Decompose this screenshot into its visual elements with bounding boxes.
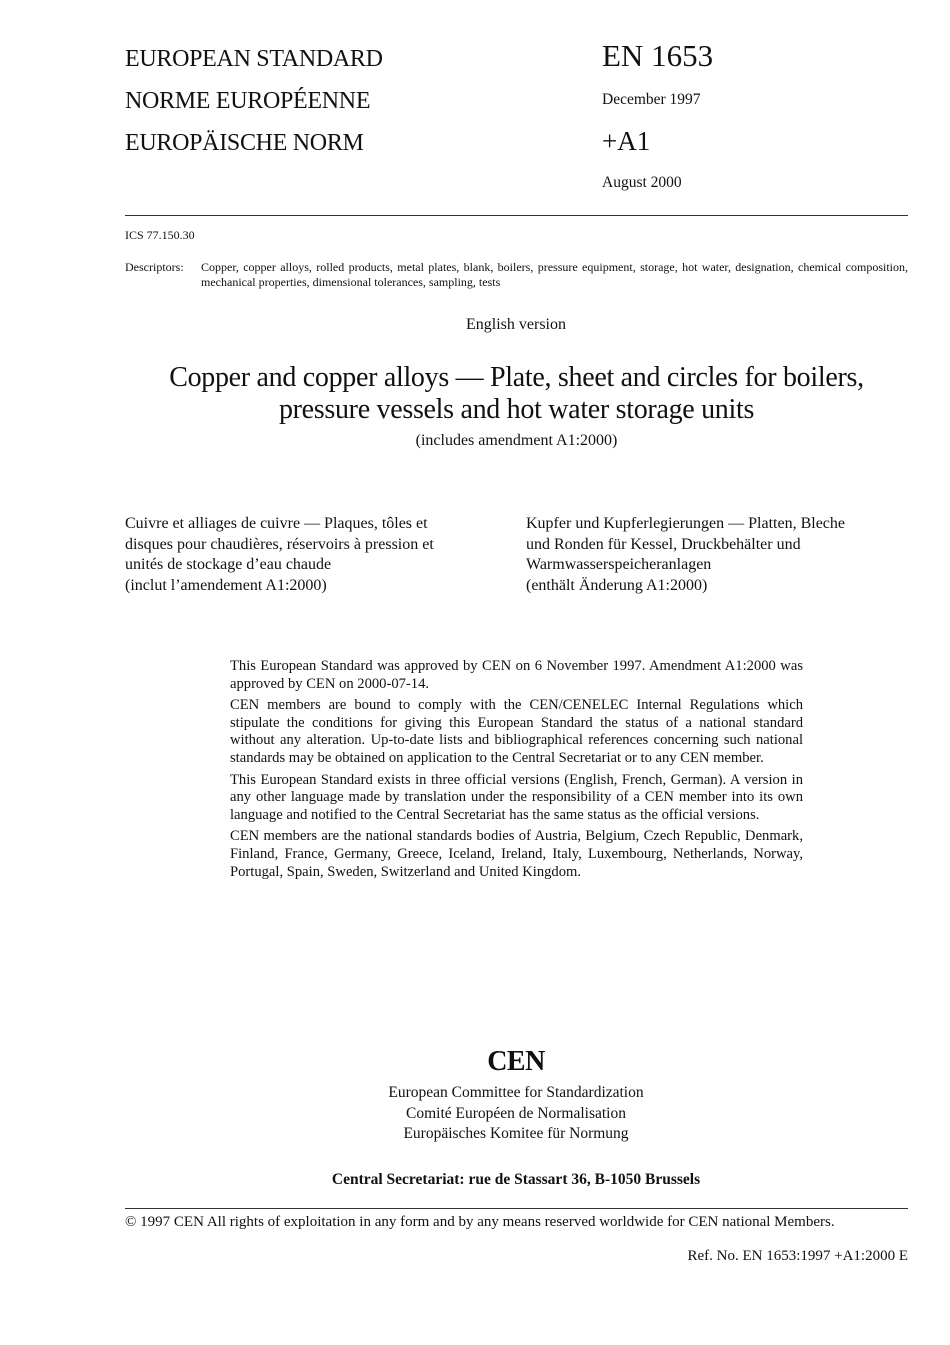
cen-logo: CEN bbox=[487, 1046, 545, 1077]
compliance-paragraph: CEN members are bound to comply with the CEN/CENELEC Internal Regulations which stipulate the conditions for giving this European Standard the status of a national standard without any alteration. Up-to-date lists and bibliographical references concerning such national standards may be obtained on application to the Central Secretariat or to any CEN member. bbox=[230, 697, 803, 766]
ics-code: ICS 77.150.30 bbox=[125, 228, 195, 242]
french-title-line: disques pour chaudières, réservoirs à pression et bbox=[125, 535, 434, 553]
amendment-date: August 2000 bbox=[602, 174, 682, 191]
organization-name-de: Europäisches Komitee für Normung bbox=[403, 1125, 629, 1142]
document-title bbox=[125, 362, 908, 426]
approval-paragraph: This European Standard was approved by CEN on 6 November 1997. Amendment A1:2000 was approved by CEN on 2000-07-14. bbox=[230, 658, 803, 692]
members-paragraph: CEN members are the national standards bodies of Austria, Belgium, Czech Republic, Denmark, Finland, France, Germany, Greece, Iceland, Ireland, Italy, Luxembourg, Netherlands, Norway, Portugal, Spain, Sweden, Switzerland and United Kingdom. bbox=[230, 828, 803, 880]
descriptors-text: Copper, copper alloys, rolled products, metal plates, blank, boilers, pressure equipment, storage, hot water, designation, chemical composition, mechanical properties, dimensional tolerances, sampling, tests bbox=[201, 260, 908, 289]
standard-title-fr: NORME EUROPÉENNE bbox=[125, 88, 371, 114]
french-title-line: (inclut l’amendement A1:2000) bbox=[125, 576, 327, 594]
document-subtitle: (includes amendment A1:2000) bbox=[415, 432, 618, 449]
document-title-line-1: Copper and copper alloys — Plate, sheet and circles for boilers, bbox=[169, 362, 864, 393]
standard-title-en: EUROPEAN STANDARD bbox=[125, 46, 383, 72]
german-title-line: und Ronden für Kessel, Druckbehälter und bbox=[526, 535, 801, 553]
descriptors bbox=[125, 260, 908, 290]
french-title bbox=[125, 514, 495, 596]
standard-title-de: EUROPÄISCHE NORM bbox=[125, 130, 364, 156]
footer-divider bbox=[125, 1208, 908, 1209]
organization-name-fr: Comité Européen de Normalisation bbox=[406, 1105, 626, 1122]
versions-paragraph: This European Standard exists in three official versions (English, French, German). A version in any other language made by translation under the responsibility of a CEN member into its own language and notified to the Central Secretariat has the same status as the official versions. bbox=[230, 771, 803, 823]
german-title-line: Kupfer und Kupferlegierungen — Platten, Bleche bbox=[526, 515, 846, 532]
descriptors-label: Descriptors: bbox=[125, 260, 184, 274]
secretariat-address: Central Secretariat: rue de Stassart 36, B-1050 Brussels bbox=[331, 1171, 701, 1188]
german-title-line: (enthält Änderung A1:2000) bbox=[526, 576, 708, 594]
document-title-line-2: pressure vessels and hot water storage units bbox=[278, 394, 755, 425]
german-title bbox=[526, 514, 906, 596]
standard-number: EN 1653 bbox=[602, 38, 714, 73]
publication-date: December 1997 bbox=[602, 91, 701, 108]
copyright-notice: © 1997 CEN All rights of exploitation in any form and by any means reserved worldwide for CEN national Members. bbox=[125, 1214, 835, 1230]
organization-name-en: European Committee for Standardization bbox=[388, 1084, 644, 1101]
french-title-line: unités de stockage d’eau chaude bbox=[125, 556, 332, 573]
german-title-line: Warmwasserspeicheranlagen bbox=[526, 556, 712, 573]
french-title-line: Cuivre et alliages de cuivre — Plaques, tôles et bbox=[125, 515, 428, 532]
approval-notice bbox=[230, 658, 803, 885]
header-divider bbox=[125, 215, 908, 216]
language-version: English version bbox=[466, 316, 566, 333]
reference-number: Ref. No. EN 1653:1997 +A1:2000 E bbox=[687, 1248, 908, 1264]
amendment-label: +A1 bbox=[602, 126, 651, 156]
